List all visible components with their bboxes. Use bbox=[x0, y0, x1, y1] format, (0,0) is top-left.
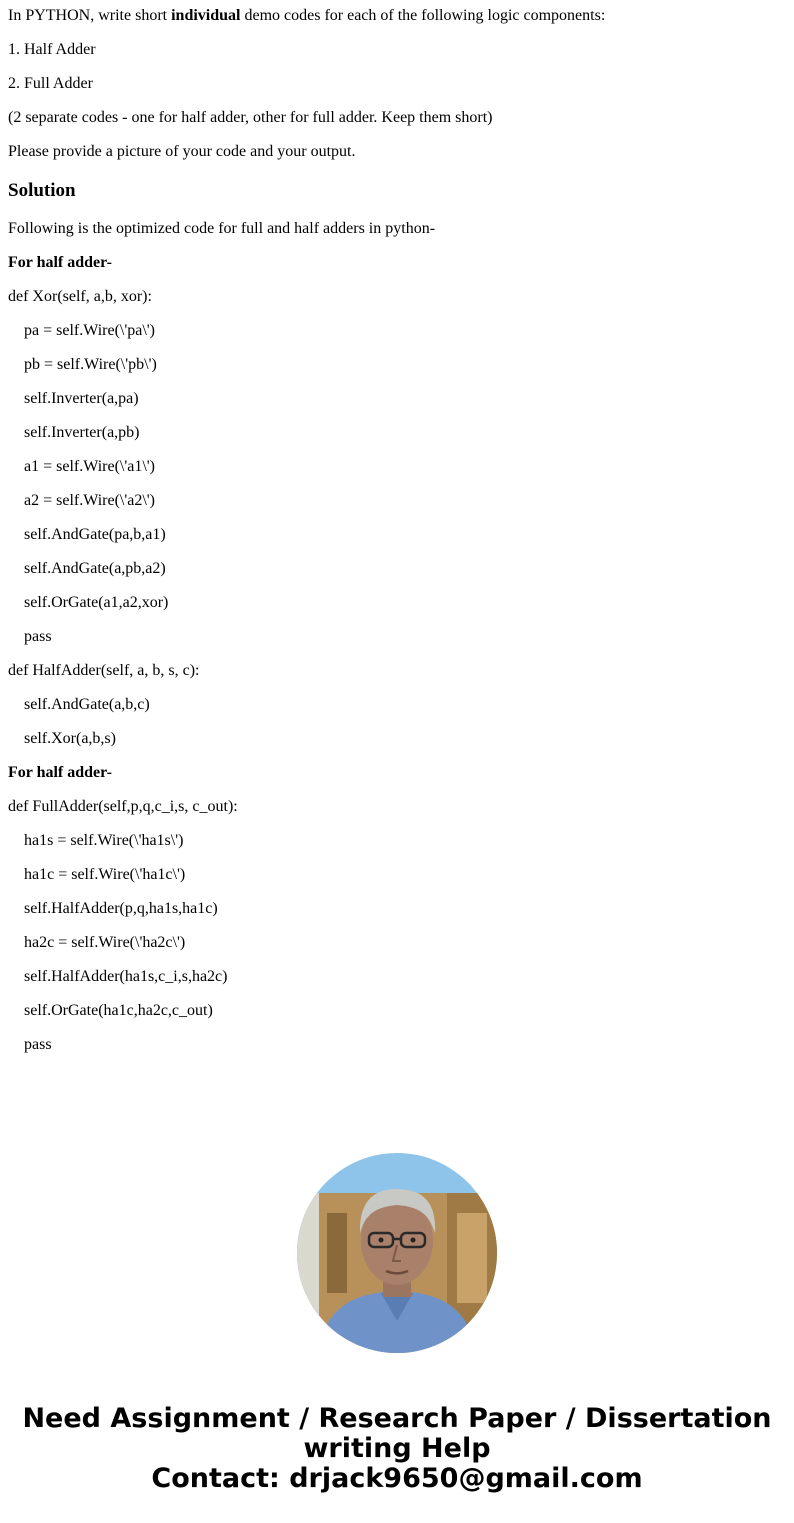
code-line: self.HalfAdder(ha1s,c_i,s,ha2c) bbox=[24, 968, 228, 985]
solution-intro: Following is the optimized code for full and half adders in python- bbox=[8, 220, 436, 237]
footer-line-1: Need Assignment / Research Paper / Dissertation bbox=[22, 1403, 772, 1434]
question-text: In PYTHON, write short bbox=[8, 7, 172, 24]
question-request: Please provide a picture of your code and your output. bbox=[8, 143, 356, 160]
code-line: def Xor(self, a,b, xor): bbox=[8, 288, 152, 305]
footer-line-2: writing Help bbox=[303, 1433, 491, 1464]
question-note: (2 separate codes - one for half adder, other for full adder. Keep them short) bbox=[8, 109, 493, 126]
code-line: ha1c = self.Wire(\'ha1c\') bbox=[24, 866, 186, 883]
code-line: def FullAdder(self,p,q,c_i,s, c_out): bbox=[8, 798, 238, 815]
code-line: self.AndGate(a,pb,a2) bbox=[24, 560, 166, 577]
code-line: self.OrGate(a1,a2,xor) bbox=[24, 594, 169, 611]
code-line: self.Xor(a,b,s) bbox=[24, 730, 116, 747]
code-line: a2 = self.Wire(\'a2\') bbox=[24, 492, 155, 509]
code-line: pass bbox=[24, 628, 52, 645]
full-adder-label: For half adder- bbox=[8, 764, 112, 781]
half-adder-label: For half adder- bbox=[8, 254, 112, 271]
code-line: self.AndGate(pa,b,a1) bbox=[24, 526, 166, 543]
code-line: def HalfAdder(self, a, b, s, c): bbox=[8, 662, 200, 679]
list-item-full-adder: 2. Full Adder bbox=[8, 75, 93, 92]
list-item-half-adder: 1. Half Adder bbox=[8, 41, 96, 58]
footer-contact: Contact: drjack9650@gmail.com bbox=[151, 1463, 643, 1494]
question-text-rest: demo codes for each of the following logic components: bbox=[240, 7, 606, 24]
code-line: self.AndGate(a,b,c) bbox=[24, 696, 150, 713]
code-line: ha1s = self.Wire(\'ha1s\') bbox=[24, 832, 184, 849]
code-line: pass bbox=[24, 1036, 52, 1053]
code-line: a1 = self.Wire(\'a1\') bbox=[24, 458, 155, 475]
code-line: self.Inverter(a,pb) bbox=[24, 424, 140, 441]
code-line: self.OrGate(ha1c,ha2c,c_out) bbox=[24, 1002, 213, 1019]
code-line: self.HalfAdder(p,q,ha1s,ha1c) bbox=[24, 900, 218, 917]
code-line: ha2c = self.Wire(\'ha2c\') bbox=[24, 934, 186, 951]
code-line: pb = self.Wire(\'pb\') bbox=[24, 356, 157, 373]
author-avatar bbox=[297, 1153, 497, 1353]
code-line: pa = self.Wire(\'pa\') bbox=[24, 322, 155, 339]
solution-heading: Solution bbox=[8, 180, 76, 201]
question-line bbox=[8, 6, 605, 26]
question-emphasis: individual bbox=[171, 7, 241, 24]
code-line: self.Inverter(a,pa) bbox=[24, 390, 139, 407]
author-portrait-icon bbox=[297, 1153, 497, 1353]
